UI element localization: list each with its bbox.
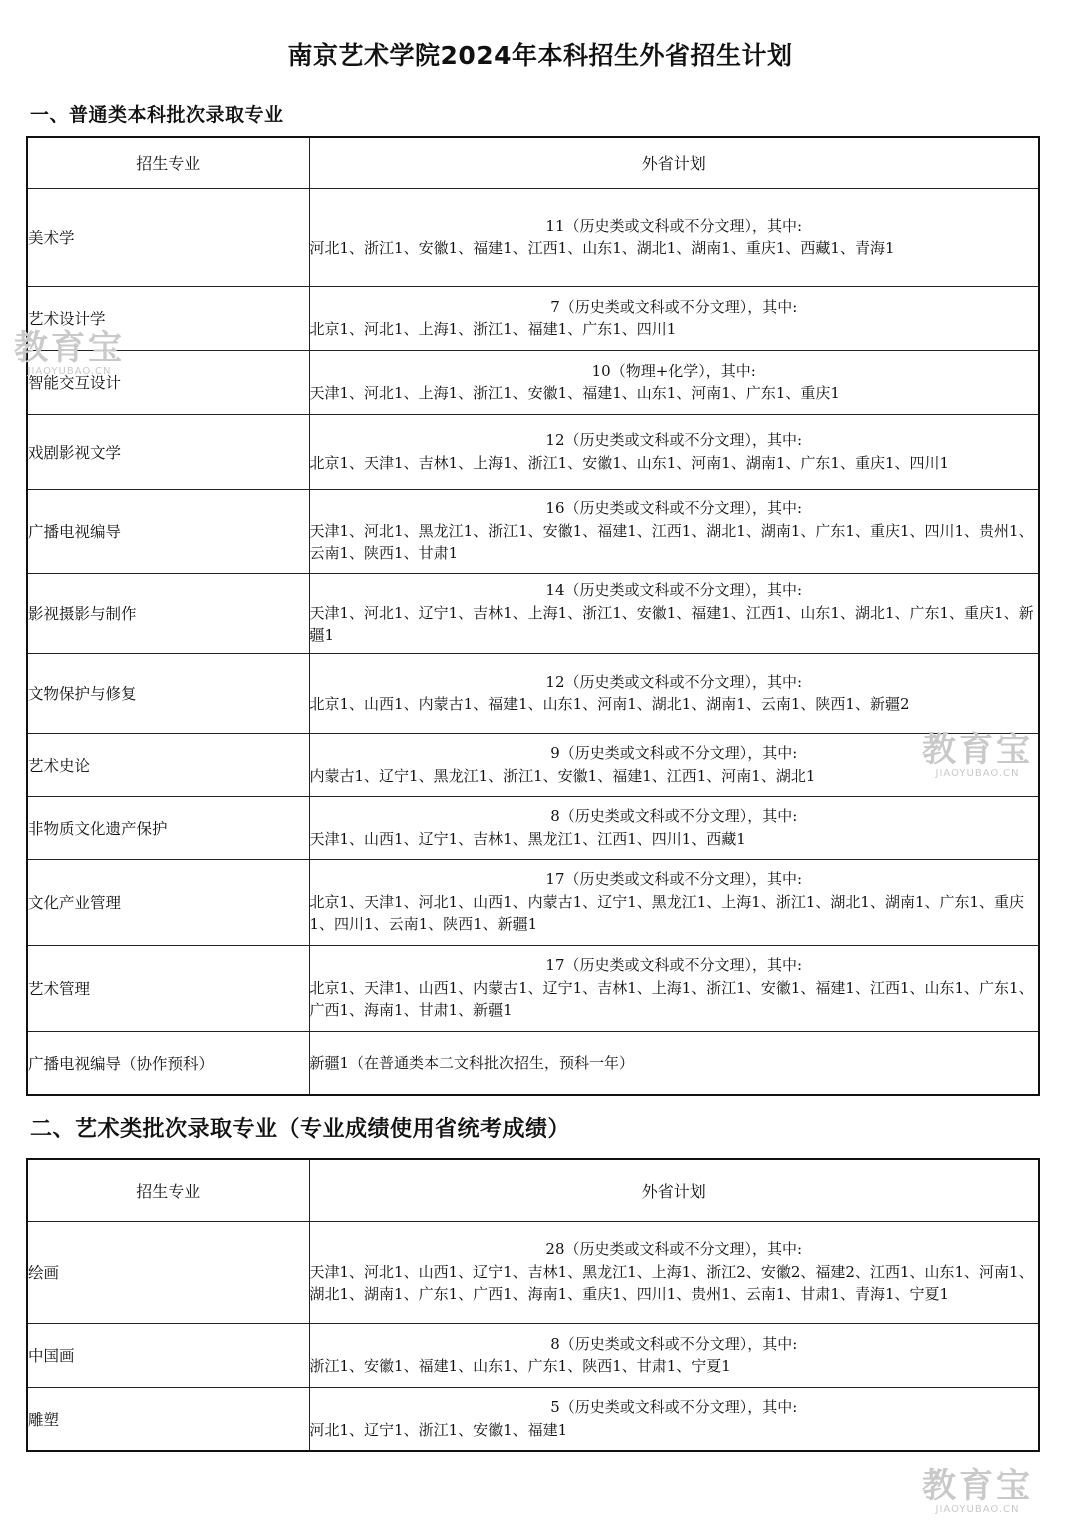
plan-cell bbox=[309, 730, 1039, 796]
table-row bbox=[27, 573, 1039, 653]
major-name: 艺术管理 bbox=[27, 945, 309, 1031]
province-quota-list: 内蒙古1、辽宁1、黑龙江1、浙江1、安徽1、福建1、江西1、河南1、湖北1 bbox=[309, 766, 816, 785]
plan-cell bbox=[309, 945, 1039, 1031]
section2-heading: 二、艺术类批次录取专业（专业成绩使用省统考成绩） bbox=[30, 1117, 571, 1142]
plan-summary: 14（历史类或文科或不分文理），其中: bbox=[545, 581, 803, 600]
table-row bbox=[27, 1221, 1039, 1323]
plan-summary: 8（历史类或文科或不分文理），其中: bbox=[550, 1334, 798, 1353]
province-quota-list: 天津1、河北1、山西1、辽宁1、吉林1、黑龙江1、上海1、浙江2、安徽2、福建2、江西1、山东1、河南1、湖北1、湖南1、广东1、广西1、海南1、重庆1、四川1、贵州1、云南1、甘肃1、青海1、宁夏1 bbox=[309, 1262, 1034, 1304]
major-name: 广播电视编导（协作预科） bbox=[27, 1031, 309, 1095]
watermark-text: 教育宝 bbox=[922, 1466, 1033, 1506]
major-name: 艺术设计学 bbox=[27, 286, 309, 350]
plan-summary: 11（历史类或文科或不分文理），其中: bbox=[545, 216, 803, 235]
table-row bbox=[27, 1031, 1039, 1095]
plan-cell bbox=[309, 859, 1039, 945]
table-row bbox=[27, 859, 1039, 945]
plan-cell bbox=[309, 188, 1039, 286]
province-quota-list: 河北1、浙江1、安徽1、福建1、江西1、山东1、湖北1、湖南1、重庆1、西藏1、青海1 bbox=[309, 239, 895, 257]
province-quota-list: 天津1、河北1、辽宁1、吉林1、上海1、浙江1、安徽1、福建1、江西1、山东1、湖北1、广东1、重庆1、新疆1 bbox=[309, 603, 1034, 645]
plan-summary: 12（历史类或文科或不分文理），其中: bbox=[545, 672, 803, 691]
province-quota-list: 北京1、天津1、河北1、山西1、内蒙古1、辽宁1、黑龙江1、上海1、浙江1、湖北1、湖南1、广东1、重庆1、四川1、云南1、陕西1、新疆1 bbox=[309, 892, 1025, 934]
watermark-url: JIAOYUBAO.CN bbox=[935, 1504, 1020, 1515]
major-name: 非物质文化遗产保护 bbox=[27, 796, 309, 859]
major-name: 中国画 bbox=[27, 1323, 309, 1387]
watermark-text: 教育宝 bbox=[14, 328, 125, 368]
section1-heading: 一、普通类本科批次录取专业 bbox=[30, 104, 284, 126]
major-name: 雕塑 bbox=[27, 1387, 309, 1451]
major-name: 文物保护与修复 bbox=[27, 653, 309, 733]
watermark-text: 教育宝 bbox=[922, 730, 1033, 770]
plan-cell bbox=[309, 1221, 1039, 1323]
province-quota-list: 北京1、河北1、上海1、浙江1、福建1、广东1、四川1 bbox=[309, 320, 677, 338]
province-quota-list: 浙江1、安徽1、福建1、山东1、广东1、陕西1、甘肃1、宁夏1 bbox=[309, 1357, 731, 1375]
plan-summary: 28（历史类或文科或不分文理），其中: bbox=[545, 1240, 803, 1259]
major-name: 文化产业管理 bbox=[27, 859, 309, 945]
section2-table bbox=[26, 1158, 1040, 1452]
plan-cell bbox=[309, 653, 1039, 733]
province-quota-list: 天津1、河北1、上海1、浙江1、安徽1、福建1、山东1、河南1、广东1、重庆1 bbox=[309, 384, 840, 402]
column-header-plan: 外省计划 bbox=[309, 1159, 1039, 1221]
table-row bbox=[27, 653, 1039, 733]
table-row bbox=[27, 350, 1039, 414]
province-quota-list: 河北1、辽宁1、浙江1、安徽1、福建1 bbox=[309, 1420, 568, 1439]
plan-summary: 7（历史类或文科或不分文理），其中: bbox=[550, 297, 798, 316]
table-row bbox=[27, 1323, 1039, 1387]
table-row bbox=[27, 945, 1039, 1031]
document-title: 南京艺术学院2024年本科招生外省招生计划 bbox=[287, 41, 793, 70]
major-name: 艺术史论 bbox=[27, 733, 309, 796]
plan-summary: 5（历史类或文科或不分文理），其中: bbox=[550, 1398, 798, 1417]
section1-table bbox=[26, 136, 1040, 1096]
table-row bbox=[27, 733, 1039, 796]
major-name: 影视摄影与制作 bbox=[27, 573, 309, 653]
plan-cell bbox=[309, 1323, 1039, 1387]
province-quota-list: 天津1、山西1、辽宁1、吉林1、黑龙江1、江西1、四川1、西藏1 bbox=[309, 829, 746, 848]
table-row bbox=[27, 188, 1039, 286]
province-quota-note: 新疆1（在普通类本二文科批次招生，预科一年） bbox=[309, 1053, 635, 1072]
watermark-url: JIAOYUBAO.CN bbox=[935, 768, 1020, 779]
watermark-url: JIAOYUBAO.CN bbox=[27, 366, 112, 377]
province-quota-list: 北京1、天津1、吉林1、上海1、浙江1、安徽1、山东1、河南1、湖南1、广东1、重庆1、四川1 bbox=[309, 453, 950, 472]
plan-summary: 8（历史类或文科或不分文理），其中: bbox=[550, 807, 798, 825]
plan-cell bbox=[309, 573, 1039, 653]
province-quota-list: 天津1、河北1、黑龙江1、浙江1、安徽1、福建1、江西1、湖北1、湖南1、广东1、重庆1、四川1、贵州1、云南1、陕西1、甘肃1 bbox=[309, 521, 1034, 563]
table-row bbox=[27, 796, 1039, 859]
major-name: 绘画 bbox=[27, 1221, 309, 1323]
table-row bbox=[27, 1387, 1039, 1451]
plan-cell bbox=[309, 796, 1039, 859]
province-quota-list: 北京1、山西1、内蒙古1、福建1、山东1、河南1、湖北1、湖南1、云南1、陕西1、新疆2 bbox=[309, 695, 910, 713]
table-row bbox=[27, 286, 1039, 350]
plan-summary: 12（历史类或文科或不分文理），其中: bbox=[545, 431, 803, 449]
plan-cell bbox=[309, 414, 1039, 489]
major-name: 广播电视编导 bbox=[27, 489, 309, 573]
column-header-major: 招生专业 bbox=[27, 1159, 309, 1221]
plan-summary: 10（物理+化学），其中: bbox=[591, 361, 756, 380]
plan-cell bbox=[309, 489, 1039, 573]
column-header-plan: 外省计划 bbox=[309, 137, 1039, 188]
plan-summary: 9（历史类或文科或不分文理），其中: bbox=[550, 744, 798, 762]
major-name: 美术学 bbox=[27, 188, 309, 286]
plan-cell bbox=[309, 286, 1039, 350]
plan-cell bbox=[309, 1031, 1039, 1095]
plan-cell bbox=[309, 1387, 1039, 1451]
plan-summary: 17（历史类或文科或不分文理），其中: bbox=[545, 956, 803, 975]
table-row bbox=[27, 414, 1039, 489]
watermark-logo bbox=[922, 1468, 1033, 1516]
plan-summary: 17（历史类或文科或不分文理），其中: bbox=[545, 870, 803, 889]
table-header-row bbox=[27, 137, 1039, 188]
plan-cell bbox=[309, 350, 1039, 414]
major-name: 智能交互设计 bbox=[27, 350, 309, 414]
province-quota-list: 北京1、天津1、山西1、内蒙古1、辽宁1、吉林1、上海1、浙江1、安徽1、福建1、江西1、山东1、广东1、广西1、海南1、甘肃1、新疆1 bbox=[309, 978, 1034, 1020]
major-name: 戏剧影视文学 bbox=[27, 414, 309, 489]
column-header-major: 招生专业 bbox=[27, 137, 309, 188]
table-row bbox=[27, 489, 1039, 573]
plan-summary: 16（历史类或文科或不分文理），其中: bbox=[545, 499, 803, 518]
table-header-row bbox=[27, 1159, 1039, 1221]
